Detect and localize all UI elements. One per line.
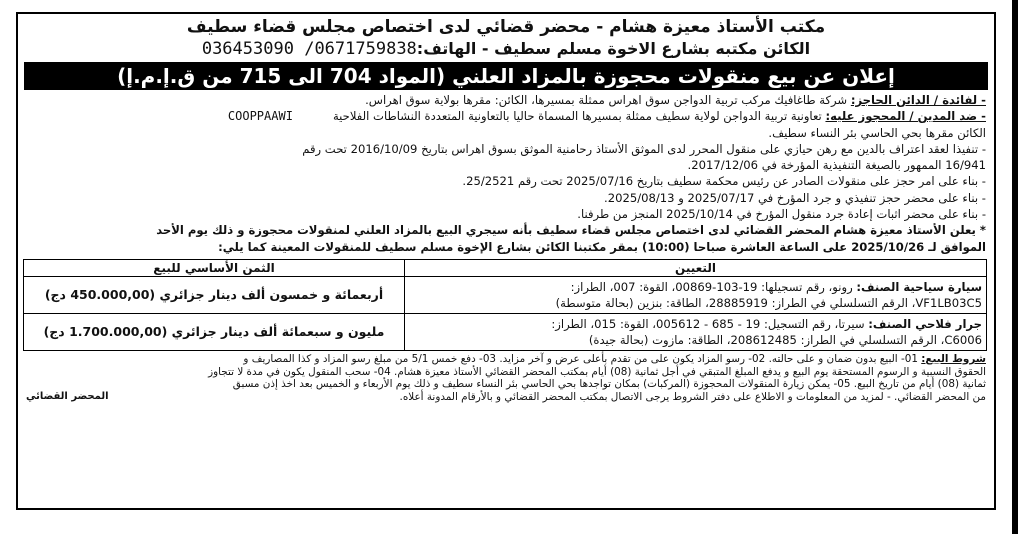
address-label: الكائن مكتبه بشارع الاخوة مسلم سطيف - الهاتف: bbox=[416, 39, 811, 58]
clause-line: - بناء على محضر حجز تنفيذي و جرد المؤرخ في 2025/07/17 و 2025/08/13. bbox=[604, 190, 986, 205]
debtor-address: الكائن مقرها بحي الحاسي بئر النساء سطيف. bbox=[768, 125, 986, 140]
signature-label: المحضر القضائي bbox=[26, 390, 109, 402]
office-address bbox=[18, 38, 994, 60]
creditor-text: شركة طاغافيك مركب تربية الدواجن سوق اهراس ممثلة بمسيرها، الكائن: مقرها بولاية سوق اهراس. bbox=[365, 93, 848, 107]
item-title: جرار فلاحي الصنف: bbox=[868, 316, 982, 331]
office-name: مكتب الأستاذ معيزة هشام - محضر قضائي لدى اختصاص مجلس قضاء سطيف bbox=[186, 17, 826, 37]
creditor-label: - لفائدة / الدائن الحاجز: bbox=[850, 93, 986, 107]
item-description bbox=[405, 276, 987, 313]
terms-line: الحقوق النسبية و الرسوم المستحقة يوم البيع و يدفع المبلغ المتبقي في أجل ثمانية (08) أيام بمكتب المحضر القضائي الأستاذ معيزة هشام. 04- سحب المنقول يكون في مدة لا تتجاوز bbox=[208, 365, 986, 378]
items-table bbox=[23, 259, 987, 351]
table-row bbox=[24, 313, 987, 350]
announcement-line: الموافق لـ 2025/10/26 على الساعة العاشرة صباحا (10:00) بمقر مكتبنا الكائن بشارع الإخوة مسلم سطيف للمنقولات المعينة كما يلي: bbox=[218, 239, 986, 254]
notice-title: إعلان عن بيع منقولات محجوزة بالمزاد العلني (المواد 704 الى 715 من ق.إ.م.إ) bbox=[24, 62, 988, 90]
notice-body bbox=[18, 90, 994, 255]
table-row bbox=[24, 276, 987, 313]
item-price: أربعمائة و خمسون ألف دينار جزائري (450.000,00 دج) bbox=[24, 276, 405, 313]
terms-line bbox=[26, 353, 986, 366]
item-title: سيارة سياحية الصنف: bbox=[856, 279, 982, 294]
item-line2: VF1LB03C5، الرقم التسلسلي في الطراز: 28885919، الطاقة: بنزين (بحالة متوسطة) bbox=[555, 295, 982, 310]
right-edge-bar bbox=[1012, 0, 1018, 534]
item-line1: رونو، رقم تسجيلها: 19-103-00869، القوة: 007، الطراز: bbox=[570, 279, 853, 294]
clause-line: - تنفيذا لعقد اعتراف بالدين مع رهن حيازي على منقول المحرر لدى الموثق الأستاذ رحامنية الموثق بسوق اهراس بتاريخ 2016/10/09 تحت رقم bbox=[302, 141, 986, 156]
table-header-row bbox=[24, 259, 987, 276]
item-line2: C6006، الرقم التسلسلي في الطراز: 208612485، الطاقة: مازوت (بحالة جيدة) bbox=[588, 332, 982, 347]
debtor-label: - ضد المدين / المحجوز عليه: bbox=[825, 109, 986, 124]
legal-notice bbox=[16, 12, 996, 510]
debtor-text: تعاونية تربية الدواجن لولاية سطيف ممثلة بمسيرها المسماة حاليا بالتعاونية المتعددة النشاطات الفلاحية bbox=[332, 109, 822, 124]
creditor-line bbox=[26, 92, 986, 108]
clause-line: - بناء على محضر اثبات إعادة جرد منقول المؤرخ في 2025/10/14 المنجز من طرفنا. bbox=[577, 207, 986, 222]
clause-line: - بناء على امر حجز على منقولات الصادر عن رئيس محكمة سطيف بتاريخ 2025/07/16 تحت رقم 25/2521. bbox=[462, 174, 986, 189]
phone-numbers: 0671759838/ 036453090 bbox=[201, 39, 417, 59]
item-price: مليون و سبعمائة ألف دينار جزائري (1.700.000,00 دج) bbox=[24, 313, 405, 350]
terms-line: من المحضر القضائي. - لمزيد من المعلومات و الاطلاع على دفتر الشروط يرجى الاتصال بمكتب المحضر القضائي و بالأرقام المدونة أعلاه. bbox=[399, 390, 986, 403]
debtor-line bbox=[26, 108, 986, 124]
debtor-code: COOPPAAWI bbox=[227, 109, 293, 124]
item-description bbox=[405, 313, 987, 350]
clause-line: 16/941 الممهور بالصيغة التنفيذية المؤرخة في 2017/12/06. bbox=[687, 158, 986, 173]
terms-line: ثمانية (08) أيام من تاريخ البيع. 05- يمكن زيارة المنقولات المحجوزة (المركبات) بمكان تواجدها بحي الحاسي بئر النساء سطيف و ذلك يوم الأربعاء و الخميس بعد اخذ إذن مسبق bbox=[232, 378, 986, 391]
terms-label: شروط البيع: bbox=[921, 352, 986, 365]
announcement-line: * يعلن الأستاذ معيزة هشام المحضر القضائي لدى اختصاص مجلس قضاء سطيف بأنه سيجري البيع بالمزاد العلني لمنقولات محجوزة و ذلك يوم الأحد bbox=[156, 223, 986, 238]
header-base-price: الثمن الأساسي للبيع bbox=[24, 259, 405, 276]
sale-terms bbox=[26, 353, 986, 403]
header-designation: التعيين bbox=[405, 259, 987, 276]
item-line1: سيرتا، رقم التسجيل: 19 - 685 - 005612، القوة: 015، الطراز: bbox=[551, 316, 865, 331]
terms-text: 01- البيع بدون ضمان و على حالته. 02- رسو المزاد يكون على من تقدم بأعلى عرض و آخر مزايد. 03- دفع خمس 5/1 من مبلغ رسو المزاد و كذا المصاريف و bbox=[243, 352, 918, 365]
